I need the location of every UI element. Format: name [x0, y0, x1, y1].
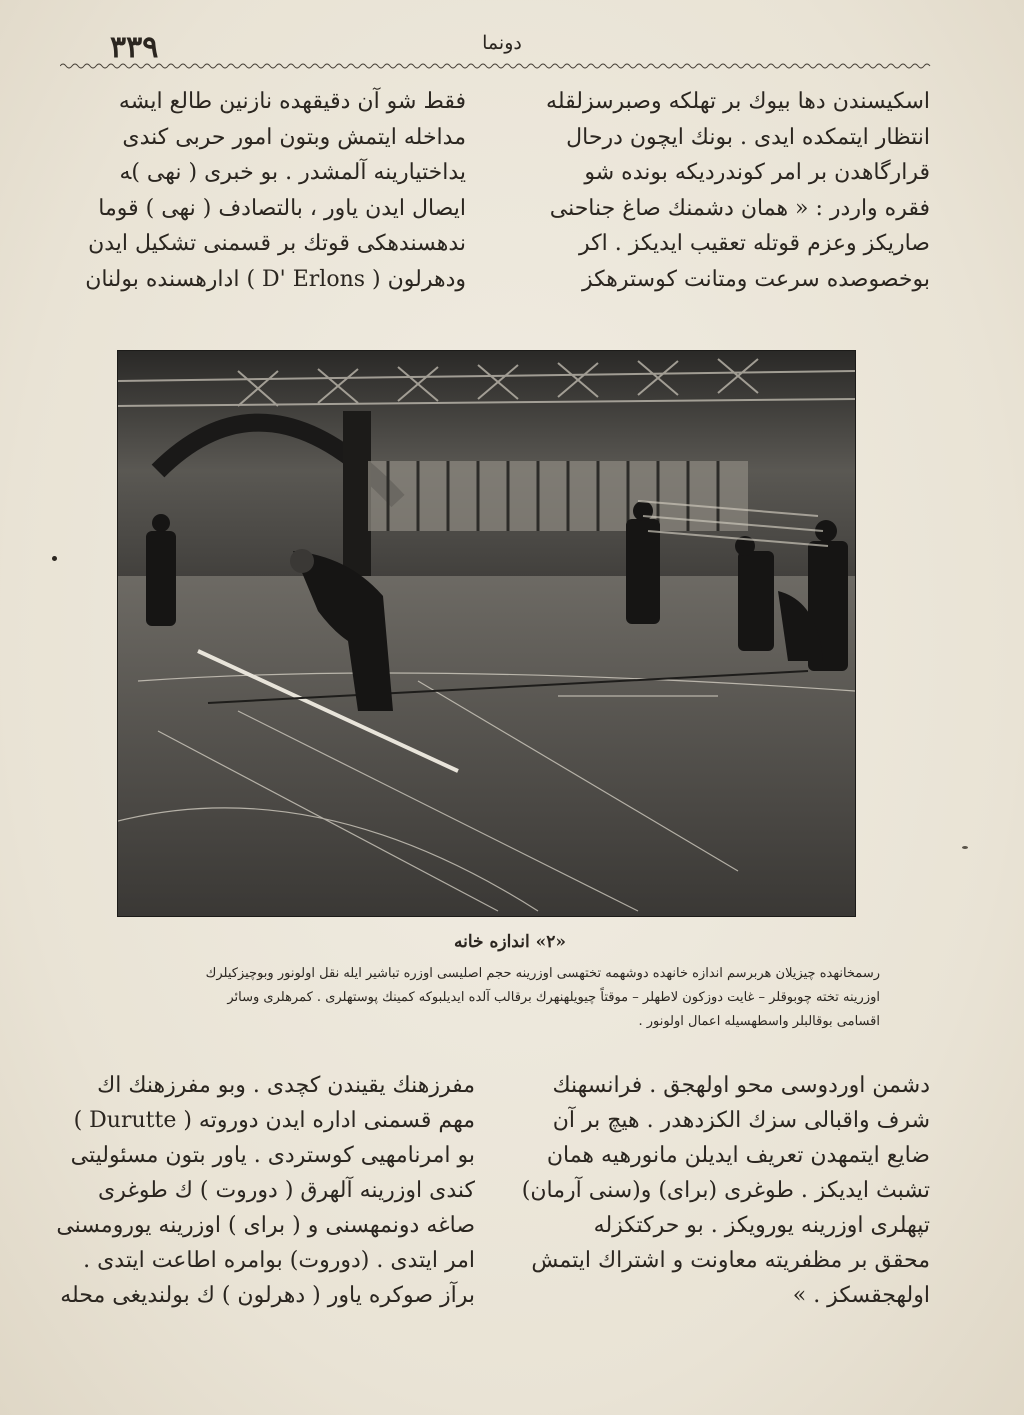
- text-line: بو امرنامهيى كوستردى . ياور بتون مسئوليتى: [70, 1143, 475, 1168]
- text-line: دشمن اوردوسى محو اولهجق . فرانسهنك: [552, 1073, 930, 1098]
- text-line: ايصال ايدن ياور ، بالتصادف ( نهى ) قوما: [98, 195, 466, 221]
- text-line: يداختيارينه آلمشدر . بو خبرى ( نهى )ﻪ: [119, 160, 466, 185]
- text-line: تشبث ايديكز . طوغرى (براى) و(سنى آرمان): [521, 1178, 930, 1203]
- text-line: اسكيسندن دها بيوك بر تهلكه وصبرسزلقله: [546, 89, 930, 114]
- text-line: تپهلرى اوزرينه يورويكز . بو حركتكزله: [593, 1213, 930, 1238]
- text-line: برآز صوكره ياور ( دهرلون ) ك بولنديغى محله: [60, 1283, 475, 1308]
- header-wavy-rule: [60, 62, 935, 70]
- text-line: ضايع ايتمهدن تعريف ايديلن مانورهيه همان: [546, 1143, 930, 1168]
- text-line: صاغه دونمهسنى و ( براى ) اوزرينه يورومسنى: [56, 1213, 475, 1238]
- text-line: اولهجقسكز . »: [792, 1283, 930, 1308]
- text-column-bottom-left: [56, 1068, 475, 1313]
- figure-caption: [135, 962, 880, 1034]
- text-line: ودهرلون ( D' Erlons ) ادارهسنده بولنان: [85, 266, 466, 292]
- figure-title: «٢» اندازه خانه: [454, 932, 566, 952]
- text-column-top-left: [66, 84, 466, 297]
- text-line: انتظار ايتمكده ايدى . بونك ايچون درحال: [566, 124, 930, 150]
- text-line: مفرزهنك يقيندن كچدى . وبو مفرزهنك اك: [97, 1073, 475, 1098]
- photograph-mould-loft: [117, 350, 856, 917]
- text-line: ندهسندهكى قوتك بر قسمنى تشكيل ايدن: [88, 231, 466, 256]
- text-line: صاريكز وعزم قوتله تعقيب ايديكز . اكر: [579, 231, 930, 256]
- text-line: كندى اوزرينه آلهرق ( دوروت ) ك طوغرى: [98, 1178, 475, 1203]
- text-column-top-right: [515, 84, 930, 297]
- text-line: بوخصوصده سرعت ومتانت كوسترهكز: [582, 266, 930, 292]
- page-number: ٣٣٩: [110, 30, 159, 65]
- ink-speck: [962, 846, 968, 849]
- text-line: فقط شو آن دقيقهده نازنين طالع ايشه: [118, 89, 466, 114]
- caption-line: رسمخانهده چيزيلان هربرسم اندازه خانهده دوشهمه تختهسى اوزرينه حجم اصليسى اوزره تباشير ايله نقل اولونور وبوچيزكيلرك: [205, 966, 880, 981]
- text-line: مداخله ايتمش وبتون امور حربى كندى: [122, 124, 466, 150]
- caption-line: اوزرينه تخته چوبوقلر – غايت دوزكون لاطهلر – موقتاً چيويلهنهرك برقالب آلده ايديلبوكه كمينك پوستهلرى . كمرهلرى وسائر: [227, 990, 880, 1005]
- caption-line: اقسامى بوقالبلر واسطهسيله اعمال اولونور .: [638, 1014, 880, 1029]
- text-line: امر ايتدى . (دوروت) بوامره اطاعت ايتدى .: [83, 1248, 475, 1273]
- text-line: فقره واردر : « همان دشمنك صاغ جناحنى: [549, 195, 930, 221]
- text-line: قرارگاهدن بر امر كوندرديكه بونده شو: [584, 160, 930, 185]
- running-title: دونما: [482, 32, 522, 54]
- text-column-bottom-right: [520, 1068, 930, 1313]
- ink-speck: [52, 556, 57, 561]
- text-line: مهم قسمنى اداره ايدن دوروته ( Durutte ): [73, 1108, 475, 1133]
- text-line: محقق بر مظفريته معاونت و اشتراك ايتمش: [531, 1248, 930, 1273]
- text-line: شرف واقبالى سزك الكزدهدر . هيچ بر آن: [552, 1108, 930, 1133]
